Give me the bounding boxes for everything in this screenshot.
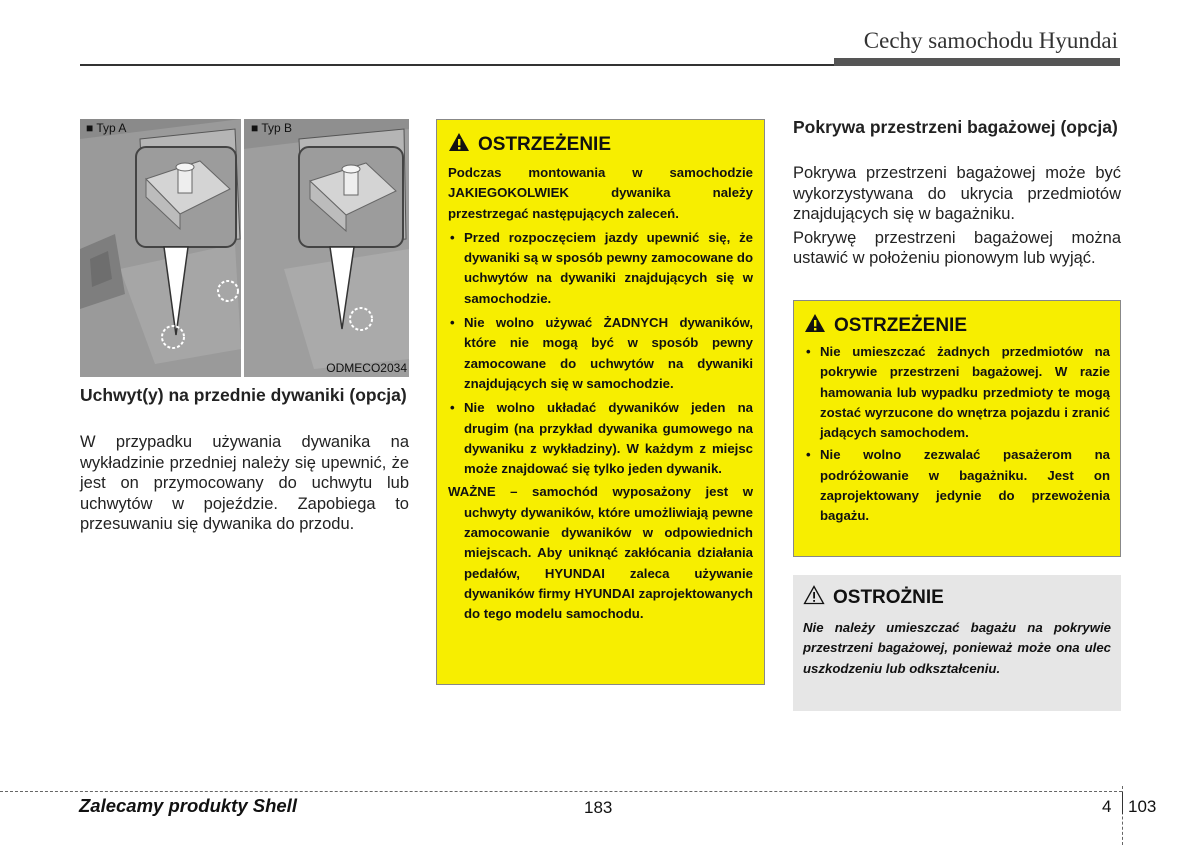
warning-bullet: • Przed rozpoczęciem jazdy upewnić się, że dywaniki są w sposób pewny zamocowane do uchwytów na dywaniki znajdujących się w samochodzie. (448, 228, 753, 309)
section-heading-cargo-cover: Pokrywa przestrzeni bagażowej (opcja) (793, 117, 1118, 137)
header-rule (80, 64, 834, 66)
warning-title-text: OSTRZEŻENIE (834, 315, 968, 336)
section-body-front-mat-anchors: W przypadku używania dywanika na wykładzinie przedniej należy się upewnić, że jest on przymocowany do uchwytu lub uchwytów w pojeździe. Zapobiega to przesuwaniu się dywanika do przodu. (80, 433, 409, 533)
warning-intro: Podczas montowania w samochodzie JAKIEGOKOLWIEK dywanika należy przestrzegać następujących zaleceń. (448, 165, 753, 221)
figure-code: ODMECO2034 (326, 361, 407, 375)
footer-section-number: 4 (1102, 797, 1112, 816)
footer-sheet-number: 183 (584, 798, 613, 817)
warning-triangle-icon (448, 132, 470, 158)
footer-page-number: 103 (1128, 797, 1157, 816)
warning-bullet: • Nie wolno zezwalać pasażerom na podróżowanie w bagażniku. Jest on zaprojektowany jedynie do przewożenia bagażu. (804, 445, 1110, 526)
warning-bullet: • Nie wolno używać ŻADNYCH dywaników, które nie mogą być w sposób pewny zamocowane do uchwytów na dywaniki znajdujących się w samochodzie. (448, 313, 753, 394)
footer-dashed-rule (0, 791, 1122, 792)
figure-label-type-b: ■ Typ B (251, 121, 293, 135)
cargo-cover-paragraph: Pokrywa przestrzeni bagażowej może być wykorzystywana do ukrycia przedmiotów znajdujących się w bagażniku. (793, 164, 1121, 223)
warning-title-text: OSTRZEŻENIE (478, 134, 612, 155)
warning-title (804, 313, 1110, 339)
floor-mat-anchor-figure (80, 119, 409, 378)
section-body-cargo-cover (793, 163, 1121, 272)
warning-note: WAŻNE – samochód wyposażony jest w uchwyty dywaników, które umożliwiają pewne zamocowanie dywaników w odpowiednich miejscach. Aby uniknąć zakłócania działania pedałów, HYUNDAI zaleca używanie dywaników firmy HYUNDAI zaprojektowanych do tego modelu samochodu. (448, 484, 753, 622)
footer-divider (1122, 792, 1123, 814)
type-a-illustration (80, 119, 241, 377)
figure-panel-type-b (244, 119, 409, 377)
warning-title (448, 132, 753, 158)
warning-triangle-icon (804, 313, 826, 339)
figure-panel-type-a (80, 119, 241, 377)
caution-triangle-icon (803, 585, 825, 611)
section-heading-front-mat-anchors: Uchwyt(y) na przednie dywaniki (opcja) (80, 385, 407, 405)
warning-box-floor-mats (436, 119, 765, 685)
figure-label-type-a: ■ Typ A (86, 121, 127, 135)
header-bar (834, 58, 1120, 66)
caution-box-cargo-cover (793, 575, 1121, 711)
warning-bullet: • Nie wolno układać dywaników jeden na drugim (na przykład dywanika gumowego na dywaniku z wykładziny). W każdym z miejsc może znajdować się tylko jeden dywanik. (448, 398, 753, 479)
cargo-cover-paragraph: Pokrywę przestrzeni bagażowej można ustawić w położeniu pionowym lub wyjąć. (793, 228, 1121, 267)
caution-text: Nie należy umieszczać bagażu na pokrywie przestrzeni bagażowej, ponieważ może ona ulec uszkodzeniu lub odkształceniu. (803, 620, 1111, 676)
caution-title (803, 585, 1111, 611)
warning-bullet: • Nie umieszczać żadnych przedmiotów na pokrywie przestrzeni bagażowej. W razie hamowania lub wypadku przedmioty te mogą zostać wyrzucone do wnętrza pojazdu i zranić jadących samochodem. (804, 342, 1110, 443)
footer-slogan: Zalecamy produkty Shell (79, 795, 297, 816)
type-b-illustration (244, 119, 409, 377)
warning-box-cargo-cover (793, 300, 1121, 557)
running-header-title: Cechy samochodu Hyundai (863, 28, 1118, 53)
caution-title-text: OSTROŻNIE (833, 587, 944, 608)
